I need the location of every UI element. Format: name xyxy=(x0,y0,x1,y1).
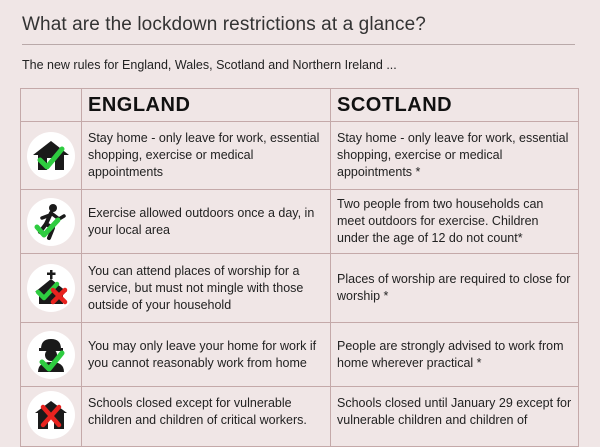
house-check-icon xyxy=(27,132,75,180)
england-rule-text: Stay home - only leave for work, essential shopping, exercise or medical appointments xyxy=(88,131,320,179)
england-rule-text: You may only leave your home for work if you cannot reasonably work from home xyxy=(88,338,317,370)
runner-check-icon xyxy=(27,198,75,246)
england-rule-text: Schools closed except for vulnerable children and children of critical workers. xyxy=(88,396,307,427)
church-cross-icon xyxy=(27,264,75,312)
title-divider xyxy=(22,44,575,45)
scotland-rule-text: Stay home - only leave for work, essential shopping, exercise or medical appointments * xyxy=(337,131,569,179)
table-row xyxy=(21,387,579,447)
table-header-row xyxy=(21,89,579,122)
worker-check-icon xyxy=(27,331,75,379)
column-header-england: ENGLAND xyxy=(88,93,191,116)
scotland-rule-text: Schools closed until January 29 except for vulnerable children and children of xyxy=(337,396,572,427)
scotland-rule-text: Places of worship are required to close for worship * xyxy=(337,272,571,303)
page-title: What are the lockdown restrictions at a glance? xyxy=(22,14,426,35)
scotland-rule-text: Two people from two households can meet outdoors for exercise. Children under the age of 12 do not count* xyxy=(337,197,544,245)
column-header-scotland: SCOTLAND xyxy=(337,93,453,116)
table-row xyxy=(21,323,579,387)
school-cross-icon xyxy=(27,391,75,439)
table-row xyxy=(21,254,579,323)
table-row xyxy=(21,190,579,254)
england-rule-text: Exercise allowed outdoors once a day, in your local area xyxy=(88,205,315,237)
table-row xyxy=(21,122,579,190)
header-scotland xyxy=(331,89,579,122)
page-subtitle: The new rules for England, Wales, Scotland and Northern Ireland ... xyxy=(22,58,397,72)
england-rule-text: You can attend places of worship for a service, but must not mingle with those outside of your household xyxy=(88,263,304,312)
scotland-rule-text: People are strongly advised to work from home wherever practical * xyxy=(337,338,564,370)
header-england xyxy=(82,89,331,122)
restrictions-table xyxy=(20,88,579,447)
header-icon-cell xyxy=(21,89,82,122)
